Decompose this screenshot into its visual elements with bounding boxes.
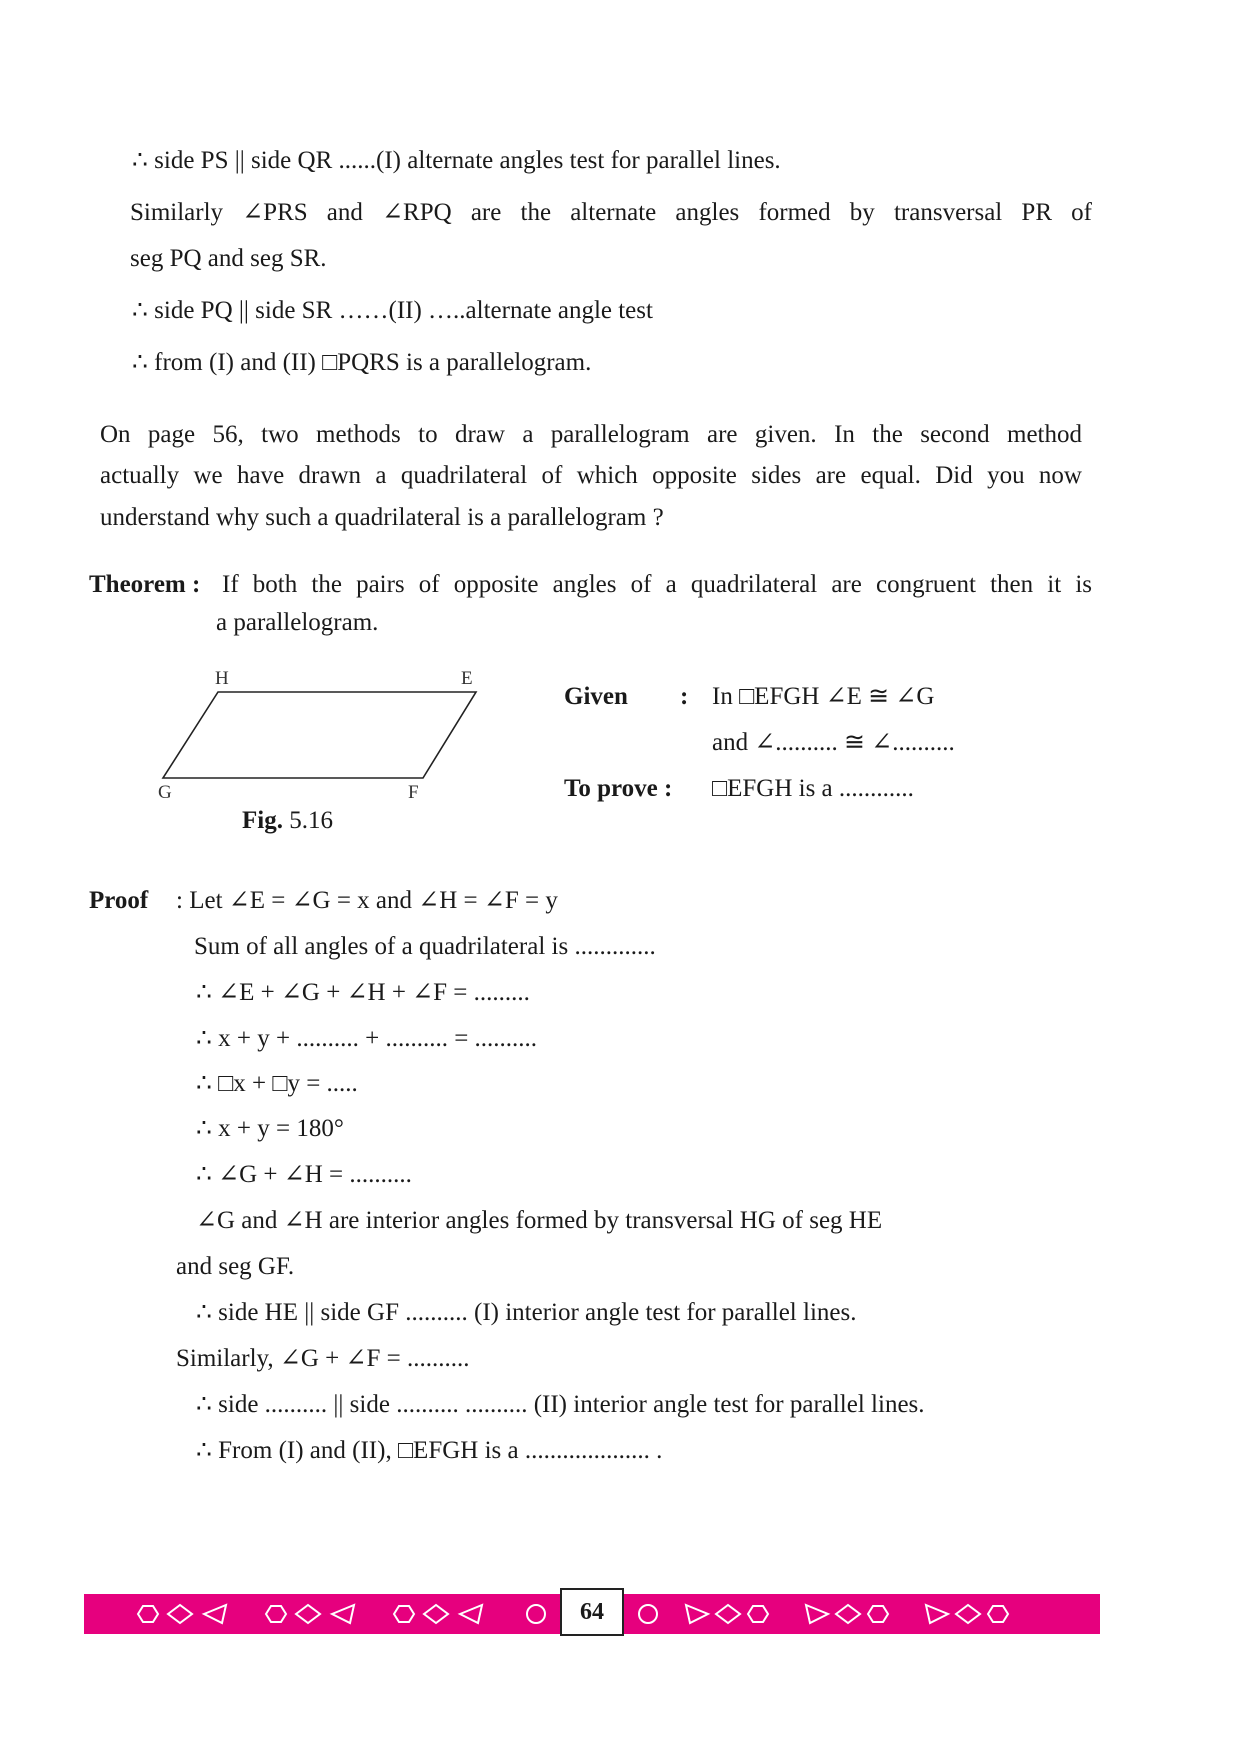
vertex-label-h: H — [215, 668, 229, 689]
proof-line-8: ∠G and ∠H are interior angles formed by transversal HG of seg HE — [196, 1207, 883, 1234]
proof-label: Proof — [89, 887, 149, 914]
diamond-icon — [716, 1605, 740, 1623]
given-line-1: In □EFGH ∠E ≅ ∠G — [712, 683, 935, 710]
figure-caption: Fig. 5.16 — [242, 807, 333, 834]
parallelogram-figure — [140, 668, 480, 808]
note-line-3: understand why such a quadrilateral is a parallelogram ? — [100, 504, 664, 531]
proof-line-6: ∴ x + y = 180° — [196, 1115, 344, 1142]
proof-line-2: Sum of all angles of a quadrilateral is ............. — [194, 933, 656, 960]
triangle-right-icon — [806, 1605, 828, 1623]
footer-shapes-left — [130, 1594, 600, 1634]
diamond-icon — [836, 1605, 860, 1623]
given-line-2: and ∠.......... ≅ ∠.......... — [712, 729, 955, 756]
circle-icon — [639, 1605, 657, 1623]
hexagon-icon — [266, 1606, 286, 1622]
statement-similarly-prs-rpq: Similarly ∠PRS and ∠RPQ are the alternate angles formed by transversal PR of — [130, 199, 1092, 226]
diamond-icon — [296, 1605, 320, 1623]
proof-line-1: : Let ∠E = ∠G = x and ∠H = ∠F = y — [176, 887, 558, 914]
diamond-icon — [424, 1605, 448, 1623]
hexagon-icon — [138, 1606, 158, 1622]
proof-line-5: ∴ □x + □y = ..... — [196, 1070, 358, 1097]
triangle-right-icon — [926, 1605, 948, 1623]
given-label: Given — [564, 683, 628, 710]
hexagon-icon — [988, 1606, 1008, 1622]
page-number: 64 — [560, 1588, 624, 1636]
vertex-label-g: G — [158, 782, 172, 803]
diamond-icon — [956, 1605, 980, 1623]
diamond-icon — [168, 1605, 192, 1623]
circle-icon — [527, 1605, 545, 1623]
theorem-text-2: a parallelogram. — [216, 609, 379, 636]
theorem-text-1: If both the pairs of opposite angles of a quadrilateral are congruent then it is — [222, 571, 1092, 598]
proof-line-13: ∴ From (I) and (II), □EFGH is a .................... . — [196, 1437, 663, 1464]
proof-line-10: ∴ side HE || side GF .......... (I) interior angle test for parallel lines. — [196, 1299, 857, 1326]
hexagon-icon — [394, 1606, 414, 1622]
triangle-left-icon — [460, 1605, 482, 1623]
note-line-2: actually we have drawn a quadrilateral of which opposite sides are equal. Did you now — [100, 462, 1082, 489]
hexagon-icon — [868, 1606, 888, 1622]
triangle-right-icon — [686, 1605, 708, 1623]
proof-line-4: ∴ x + y + .......... + .......... = .......... — [196, 1025, 538, 1052]
theorem-label: Theorem : — [89, 571, 201, 598]
note-line-1: On page 56, two methods to draw a parallelogram are given. In the second method — [100, 421, 1082, 448]
vertex-label-f: F — [408, 782, 419, 803]
hexagon-icon — [748, 1606, 768, 1622]
vertex-label-e: E — [461, 668, 473, 689]
statement-seg-pq-sr: seg PQ and seg SR. — [130, 245, 327, 272]
statement-pq-parallel-sr: ∴ side PQ || side SR ……(II) …..alternate angle test — [132, 297, 653, 324]
parallelogram-efgh — [163, 692, 476, 778]
to-prove-label: To prove : — [564, 775, 673, 802]
proof-line-7: ∴ ∠G + ∠H = .......... — [196, 1161, 412, 1188]
given-colon: : — [680, 683, 689, 710]
proof-line-12: ∴ side .......... || side .......... .......... (II) interior angle test for parallel lines. — [196, 1391, 925, 1418]
footer-shapes-right — [634, 1594, 1054, 1634]
proof-line-9: and seg GF. — [176, 1253, 295, 1280]
proof-line-11: Similarly, ∠G + ∠F = .......... — [176, 1345, 470, 1372]
to-prove-text: □EFGH is a ............ — [712, 775, 914, 802]
triangle-left-icon — [204, 1605, 226, 1623]
statement-ps-parallel-qr: ∴ side PS || side QR ......(I) alternate angles test for parallel lines. — [132, 147, 781, 174]
proof-line-3: ∴ ∠E + ∠G + ∠H + ∠F = ......... — [196, 979, 530, 1006]
triangle-left-icon — [332, 1605, 354, 1623]
statement-pqrs-parallelogram: ∴ from (I) and (II) □PQRS is a parallelogram. — [132, 349, 592, 376]
